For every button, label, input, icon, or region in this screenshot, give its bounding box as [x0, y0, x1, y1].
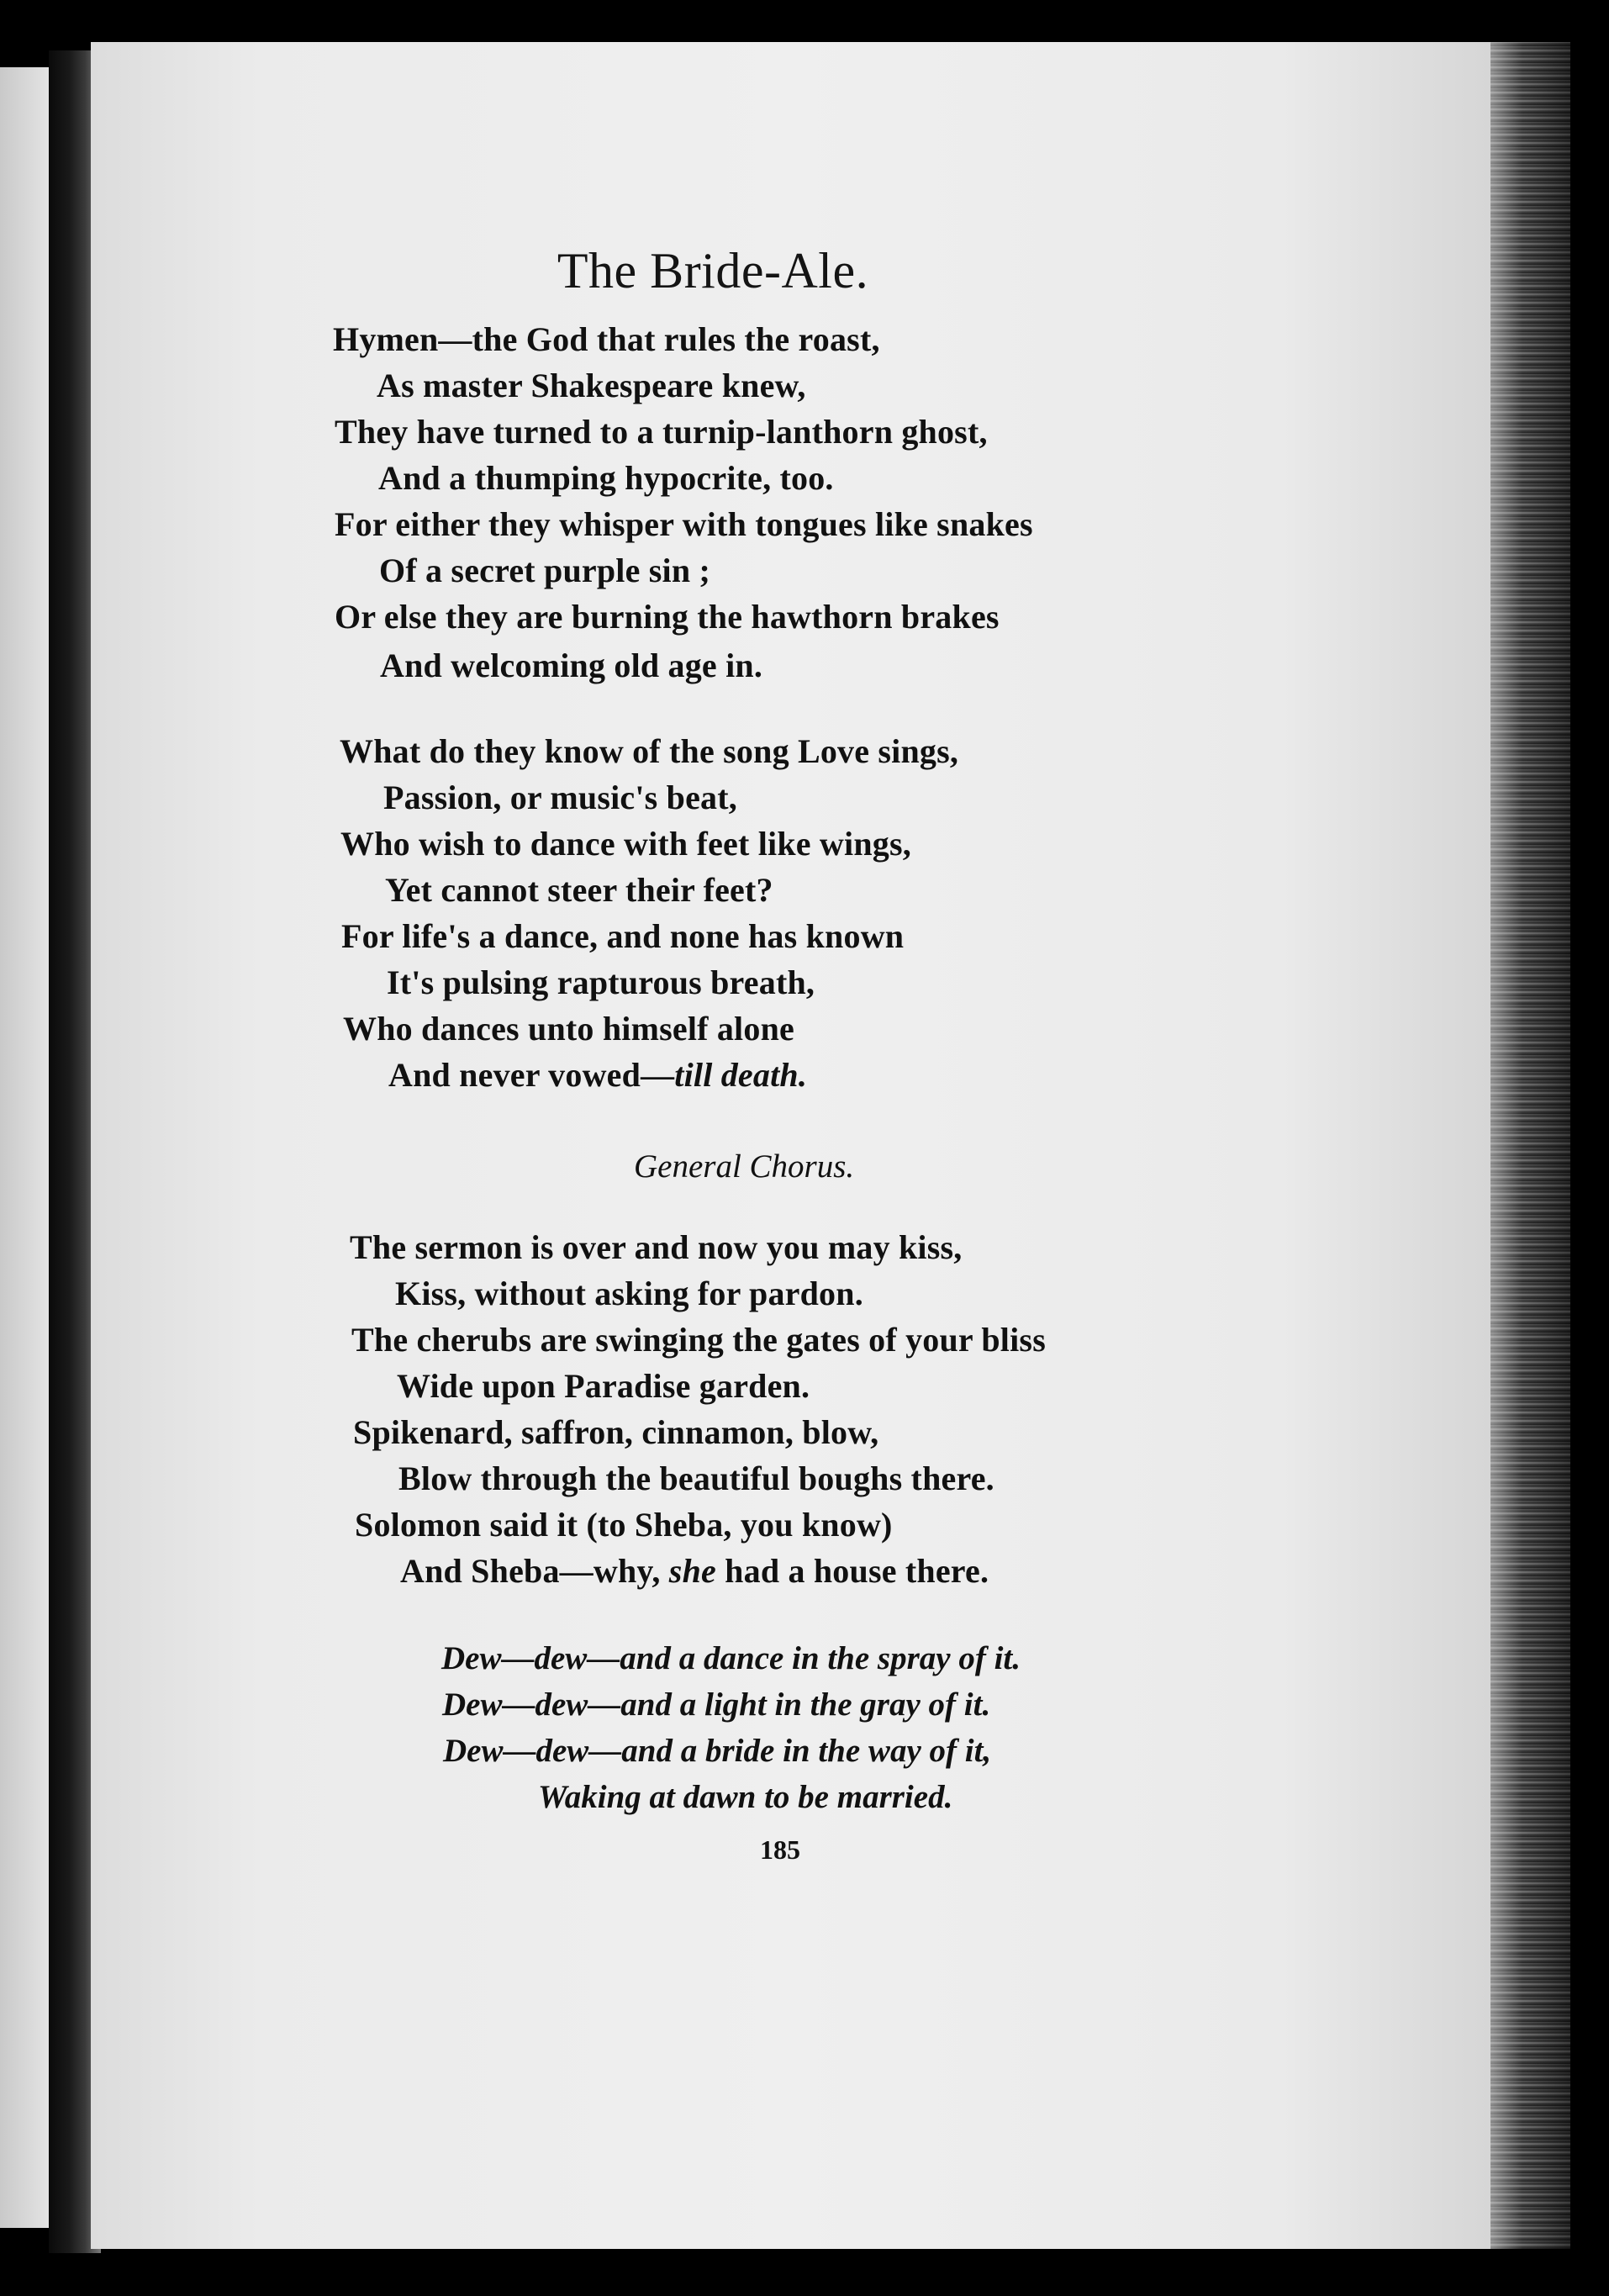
stanza-2-line-2: Passion, or music's beat,	[383, 779, 737, 816]
stanza-3-line-1: The sermon is over and now you may kiss,	[350, 1228, 963, 1266]
stanza-1-line-1: Hymen—the God that rules the roast,	[333, 320, 880, 358]
stanza-1-line-2: As master Shakespeare knew,	[377, 367, 806, 404]
stanza-2-line-8-text: And never vowed—	[388, 1056, 675, 1094]
book-page	[91, 42, 1490, 2249]
stanza-3-line-3: The cherubs are swinging the gates of your bliss	[351, 1321, 1046, 1359]
refrain-line-1: Dew—dew—and a dance in the spray of it.	[441, 1640, 1021, 1676]
page-number: 185	[760, 1834, 800, 1865]
stanza-3-line-4: Wide upon Paradise garden.	[397, 1367, 810, 1405]
stanza-1-line-6: Of a secret purple sin ;	[379, 552, 711, 589]
stanza-1-line-3: They have turned to a turnip-lanthorn ghost,	[335, 413, 988, 451]
refrain-line-3: Dew—dew—and a bride in the way of it,	[443, 1733, 992, 1769]
stanza-2-line-4: Yet cannot steer their feet?	[385, 871, 773, 909]
stanza-3-line-8-after: had a house there.	[715, 1552, 989, 1590]
poem-title: The Bride-Ale.	[557, 243, 869, 298]
stanza-3-line-7: Solomon said it (to Sheba, you know)	[355, 1506, 893, 1544]
stanza-1-line-8: And welcoming old age in.	[380, 647, 763, 684]
stanza-1-line-4: And a thumping hypocrite, too.	[378, 459, 834, 497]
stanza-1-line-7: Or else they are burning the hawthorn brakes	[335, 598, 1000, 636]
stanza-3-line-2: Kiss, without asking for pardon.	[395, 1275, 863, 1312]
stanza-2-line-7: Who dances unto himself alone	[343, 1010, 794, 1048]
stanza-2-line-6: It's pulsing rapturous breath,	[387, 963, 815, 1001]
stanza-3-line-5: Spikenard, saffron, cinnamon, blow,	[353, 1413, 879, 1451]
refrain-line-4: Waking at dawn to be married.	[538, 1779, 953, 1815]
stanza-3-line-6: Blow through the beautiful boughs there.	[398, 1459, 994, 1497]
stanza-2-line-8	[388, 1055, 807, 1095]
stanza-1-line-5: For either they whisper with tongues like snakes	[335, 505, 1033, 543]
stanza-2-line-1: What do they know of the song Love sings,	[340, 732, 959, 770]
page-stack-edge	[1490, 42, 1570, 2249]
stanza-3-line-8-italic: she	[668, 1552, 716, 1590]
stanza-3-line-8	[400, 1551, 989, 1591]
chorus-heading: General Chorus.	[634, 1148, 855, 1185]
refrain-line-2: Dew—dew—and a light in the gray of it.	[442, 1686, 991, 1723]
stanza-2-line-3: Who wish to dance with feet like wings,	[340, 825, 911, 863]
stanza-3-line-8-before: And Sheba—why,	[400, 1552, 669, 1590]
stanza-2-line-5: For life's a dance, and none has known	[341, 917, 905, 955]
stanza-2-line-8-italic: till death.	[674, 1056, 808, 1094]
